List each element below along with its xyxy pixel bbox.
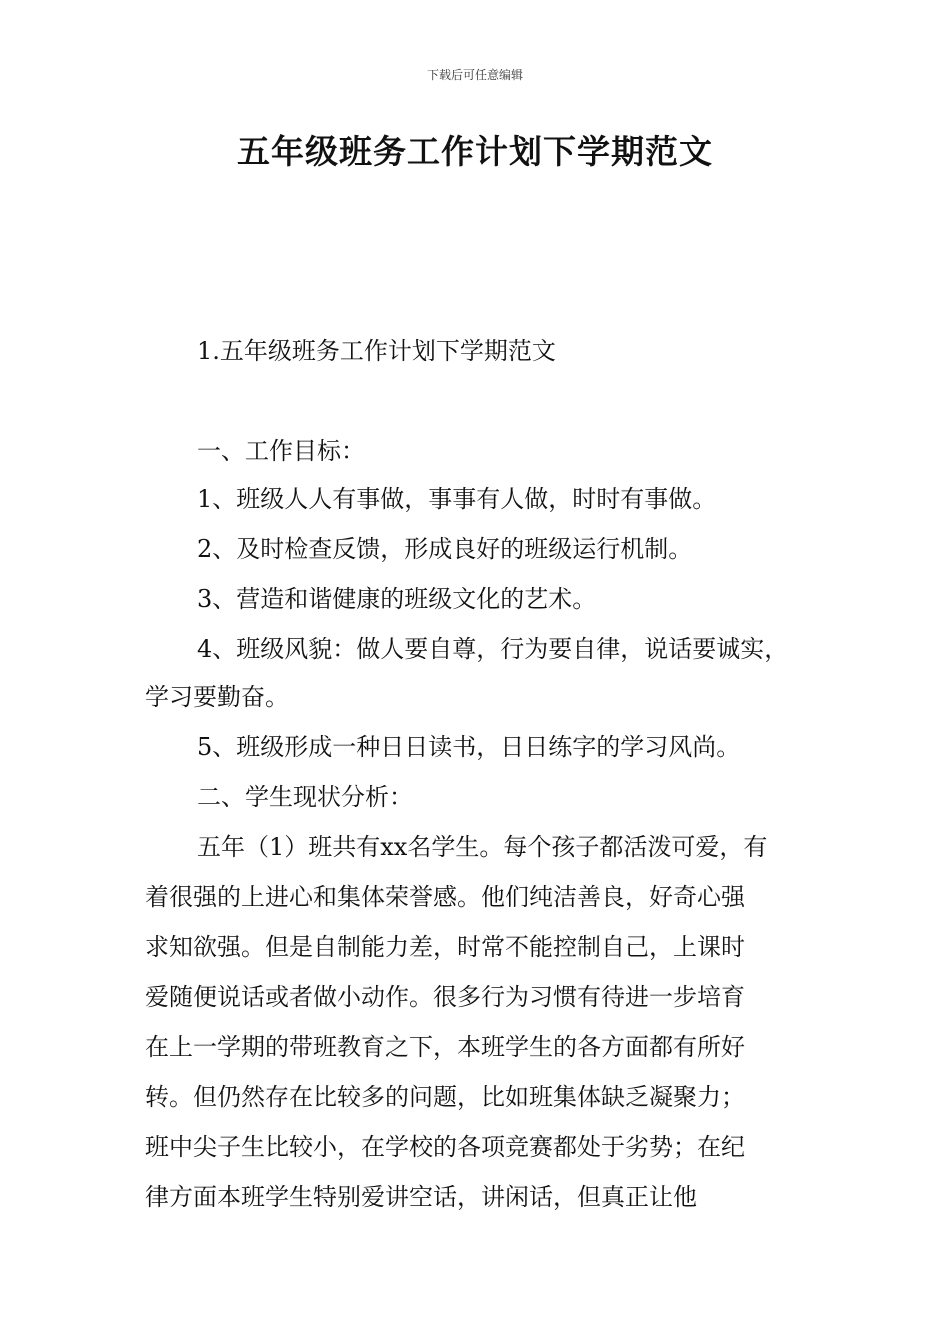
paragraph-line: 班中尖子生比较小，在学校的各项竞赛都处于劣势；在纪	[145, 1133, 745, 1161]
goal-item-2: 2、及时检查反馈，形成良好的班级运行机制。	[197, 535, 693, 563]
goal-item-4: 4、班级风貌：做人要自尊，行为要自律，说话要诚实，	[197, 635, 789, 663]
paragraph-line: 在上一学期的带班教育之下，本班学生的各方面都有所好	[145, 1033, 745, 1061]
section-heading-1: 1.五年级班务工作计划下学期范文	[197, 337, 556, 365]
paragraph-line: 五年（1）班共有xx名学生。每个孩子都活泼可爱，有	[197, 833, 768, 861]
paragraph-line: 律方面本班学生特别爱讲空话，讲闲话，但真正让他	[145, 1183, 697, 1211]
page-header-note: 下载后可任意编辑	[426, 68, 523, 82]
paragraph-line: 转。但仍然存在比较多的问题，比如班集体缺乏凝聚力；	[145, 1083, 745, 1111]
paragraph-line: 爱随便说话或者做小动作。很多行为习惯有待进一步培育	[145, 983, 745, 1011]
paragraph-line: 着很强的上进心和集体荣誉感。他们纯洁善良，好奇心强	[145, 883, 745, 911]
analysis-heading: 二、学生现状分析：	[197, 783, 413, 811]
paragraph-line: 求知欲强。但是自制能力差，时常不能控制自己，上课时	[145, 933, 745, 961]
goal-item-3: 3、营造和谐健康的班级文化的艺术。	[197, 585, 597, 613]
document-title: 五年级班务工作计划下学期范文	[237, 132, 713, 171]
goal-item-4-continued: 学习要勤奋。	[145, 683, 289, 711]
goal-item-1: 1、班级人人有事做，事事有人做，时时有事做。	[197, 485, 717, 513]
goals-heading: 一、工作目标：	[197, 437, 365, 465]
goal-item-5: 5、班级形成一种日日读书，日日练字的学习风尚。	[197, 733, 741, 761]
